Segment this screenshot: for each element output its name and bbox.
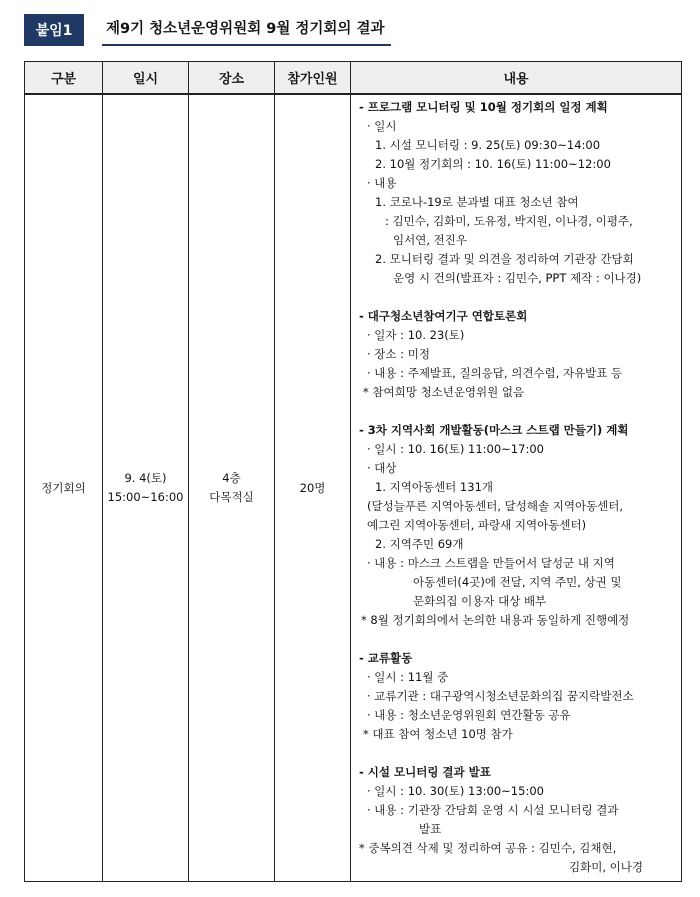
column-header-participants: 참가인원 xyxy=(275,62,351,95)
table-header-row xyxy=(25,62,682,95)
content-line: · 내용 : 마스크 스트랩을 만들어서 달성군 내 지역 xyxy=(367,556,615,570)
meeting-date: 9. 4(토) xyxy=(124,471,167,485)
content-line: 아동센터(4곳)에 전달, 지역 주민, 상권 및 xyxy=(413,575,622,589)
column-header-content: 내용 xyxy=(351,62,682,95)
content-line: · 내용 xyxy=(367,176,397,190)
content-line: : 김민수, 김화미, 도유정, 박지원, 이나경, 이평주, xyxy=(385,214,633,228)
section-heading: - 대구청소년참여기구 연합토론회 xyxy=(359,309,528,323)
place-floor: 4층 xyxy=(222,471,241,485)
content-line: · 내용 : 기관장 간담회 운영 시 시설 모니터링 결과 xyxy=(367,803,619,817)
content-line: · 일시 xyxy=(367,119,397,133)
participants-cell: 20명 xyxy=(275,94,351,882)
content-line: (달성늘푸른 지역아동센터, 달성해솔 지역아동센터, xyxy=(367,499,624,513)
content-line: * 중복의견 삭제 및 정리하여 공유 : 김민수, 김채현, xyxy=(359,841,617,855)
document-header xyxy=(24,14,391,46)
attachment-badge: 붙임1 xyxy=(24,14,84,46)
section-exchange-activity xyxy=(359,649,677,744)
content-line: 임서연, 전진우 xyxy=(393,233,467,247)
content-line: * 참여희망 청소년운영위원 없음 xyxy=(363,385,525,399)
content-line: · 내용 : 주제발표, 질의응답, 의견수렴, 자유발표 등 xyxy=(367,366,623,380)
content-line: 운영 시 건의(발표자 : 김민수, PPT 제작 : 이나경) xyxy=(393,271,642,285)
section-program-monitoring xyxy=(359,98,677,288)
content-line: 발표 xyxy=(419,822,442,836)
meeting-time: 15:00~16:00 xyxy=(107,490,184,504)
content-line: 예그린 지역아동센터, 파랑새 지역아동센터) xyxy=(367,518,587,532)
content-line: 1. 시설 모니터링 : 9. 25(토) 09:30~14:00 xyxy=(375,138,601,152)
content-line: · 대상 xyxy=(367,461,397,475)
section-heading: - 교류활동 xyxy=(359,651,413,665)
content-cell xyxy=(351,94,682,882)
section-monitoring-results xyxy=(359,763,677,877)
content-line: * 8월 정기회의에서 논의한 내용과 동일하게 진행예정 xyxy=(361,613,630,627)
place-room: 다목적실 xyxy=(209,490,254,504)
section-heading: - 프로그램 모니터링 및 10월 정기회의 일정 계획 xyxy=(359,100,608,114)
content-line: · 장소 : 미정 xyxy=(367,347,430,361)
section-community-activity xyxy=(359,421,677,630)
content-line: 2. 지역주민 69개 xyxy=(375,537,464,551)
content-line: · 교류기관 : 대구광역시청소년문화의집 꿈지락발전소 xyxy=(367,689,634,703)
content-line: · 일자 : 10. 23(토) xyxy=(367,328,465,342)
content-line: 1. 코로나-19로 분과별 대표 청소년 참여 xyxy=(375,195,579,209)
column-header-place: 장소 xyxy=(189,62,275,95)
section-heading: - 3차 지역사회 개발활동(마스크 스트랩 만들기) 계획 xyxy=(359,423,629,437)
content-line: · 일시 : 10. 16(토) 11:00~17:00 xyxy=(367,442,544,456)
content-line: 2. 10월 정기회의 : 10. 16(토) 11:00~12:00 xyxy=(375,157,611,171)
content-line: * 대표 참여 청소년 10명 참가 xyxy=(363,727,513,741)
column-header-datetime: 일시 xyxy=(103,62,189,95)
content-line: 문화의집 이용자 대상 배부 xyxy=(413,594,547,608)
section-joint-forum xyxy=(359,307,677,402)
section-heading: - 시설 모니터링 결과 발표 xyxy=(359,765,491,779)
datetime-cell xyxy=(103,94,189,882)
place-cell xyxy=(189,94,275,882)
content-line: · 일시 : 10. 30(토) 13:00~15:00 xyxy=(367,784,544,798)
table-row xyxy=(25,94,682,882)
document-title: 제9기 청소년운영위원회 9월 정기회의 결과 xyxy=(102,15,391,46)
results-table xyxy=(24,61,682,882)
content-line: 김화미, 이나경 xyxy=(569,860,643,874)
column-header-category: 구분 xyxy=(25,62,103,95)
content-line: · 일시 : 11월 중 xyxy=(367,670,449,684)
content-line: 1. 지역아동센터 131개 xyxy=(375,480,493,494)
content-line: 2. 모니터링 결과 및 의견을 정리하여 기관장 간담회 xyxy=(375,252,634,266)
content-line: · 내용 : 청소년운영위원회 연간활동 공유 xyxy=(367,708,571,722)
category-cell: 정기회의 xyxy=(25,94,103,882)
